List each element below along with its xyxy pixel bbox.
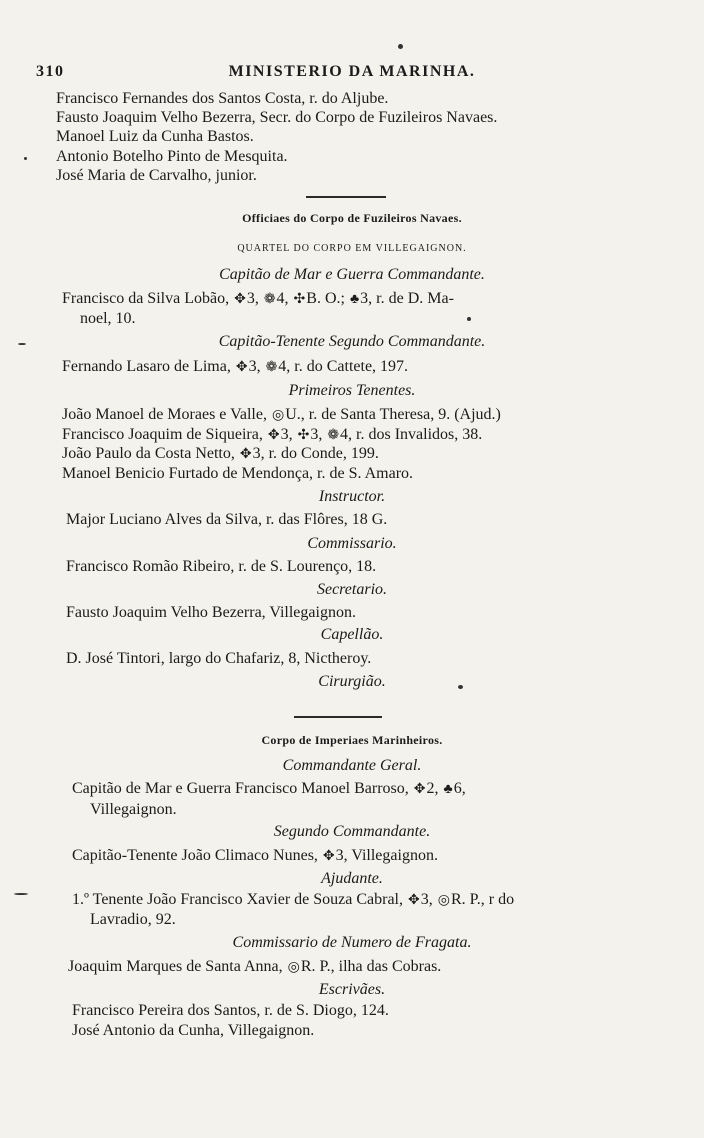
entry-marques: Joaquim Marques de Santa Anna, ◎R. P., ilha das Cobras. <box>68 958 442 975</box>
section-title: Officiaes do Corpo de Fuzileiros Navaes. <box>242 211 462 225</box>
rank-heading: Primeiros Tenentes. <box>288 382 416 399</box>
running-head: MINISTERIO DA MARINHA. <box>228 63 476 80</box>
scan-speck <box>398 44 403 49</box>
medal-icon: ◎ <box>437 893 450 908</box>
cross-icon: ✥ <box>408 893 420 908</box>
rank-heading: Instructor. <box>318 488 386 505</box>
entry-cunha: José Antonio da Cunha, Villegaignon. <box>72 1022 315 1039</box>
medal-icon: ◎ <box>271 408 285 423</box>
entry-pereira: Francisco Pereira dos Santos, r. de S. Diogo, 124. <box>72 1002 389 1019</box>
entry-furtado: Manoel Benicio Furtado de Mendonça, r. de S. Amaro. <box>62 465 414 482</box>
entry-siqueira: Francisco Joaquim de Siqueira, ✥3, ✣3, ❁4, r. dos Invalidos, 38. <box>62 426 483 443</box>
section-subtitle: QUARTEL DO CORPO EM VILLEGAIGNON. <box>237 243 467 254</box>
scan-speck <box>24 157 27 160</box>
cross-icon: ✥ <box>322 849 335 864</box>
rank-heading: Commandante Geral. <box>282 757 422 774</box>
list-item: Antonio Botelho Pinto de Mesquita. <box>56 148 288 165</box>
entry-alves: Major Luciano Alves da Silva, r. das Flôres, 18 G. <box>66 511 388 528</box>
rank-heading: Commissario de Numero de Fragata. <box>232 934 472 951</box>
entry-netto: João Paulo da Costa Netto, ✥3, r. do Conde, 199. <box>62 445 379 462</box>
list-item: Francisco Fernandes dos Santos Costa, r. do Aljube. <box>56 90 389 107</box>
cross-icon: ✥ <box>235 360 248 375</box>
rose-icon: ❁ <box>263 292 276 307</box>
star-icon: ✣ <box>293 292 306 307</box>
star-icon: ✣ <box>297 428 310 443</box>
scan-speck <box>18 343 26 345</box>
scan-speck <box>467 317 471 321</box>
entry-lobao-cont: noel, 10. <box>80 310 136 327</box>
rank-heading: Capitão de Mar e Guerra Commandante. <box>219 266 485 283</box>
cross-icon: ✥ <box>413 782 426 797</box>
entry-nunes: Capitão-Tenente João Climaco Nunes, ✥3, Villegaignon. <box>72 847 438 864</box>
rank-heading: Segundo Commandante. <box>273 823 431 840</box>
entry-moraes: João Manoel de Moraes e Valle, ◎U., r. de Santa Theresa, 9. (Ajud.) <box>62 406 501 423</box>
entry-barroso: Capitão de Mar e Guerra Francisco Manoel Barroso, ✥2, ♣6, <box>72 780 466 797</box>
rank-heading: Capitão-Tenente Segundo Commandante. <box>218 333 486 350</box>
scan-speck <box>458 685 463 689</box>
entry-tintori: D. José Tintori, largo do Chafariz, 8, Nictheroy. <box>66 650 372 667</box>
medal-icon: ◎ <box>287 960 300 975</box>
entry-romao: Francisco Romão Ribeiro, r. de S. Lourenço, 18. <box>66 558 377 575</box>
entry-lobao: Francisco da Silva Lobão, ✥3, ❁4, ✣B. O.; ♣3, r. de D. Ma- <box>62 290 454 307</box>
list-item: Manoel Luiz da Cunha Bastos. <box>56 128 254 145</box>
section-divider <box>294 716 382 718</box>
rank-heading: Ajudante. <box>321 870 383 887</box>
cross-icon: ✥ <box>267 428 280 443</box>
section-title: Corpo de Imperiaes Marinheiros. <box>261 733 443 747</box>
rank-heading: Escrivães. <box>318 981 386 998</box>
page-number: 310 <box>36 63 65 80</box>
rank-heading: Secretario. <box>316 581 388 598</box>
rose-icon: ❁ <box>265 360 278 375</box>
cross-icon: ✥ <box>234 292 246 307</box>
rank-heading: Commissario. <box>307 535 397 552</box>
list-item: José Maria de Carvalho, junior. <box>56 167 257 184</box>
entry-cabral: 1.º Tenente João Francisco Xavier de Souza Cabral, ✥3, ◎R. P., r do <box>72 891 515 908</box>
entry-cabral-cont: Lavradio, 92. <box>90 911 176 928</box>
rank-heading: Capellão. <box>320 626 384 643</box>
scan-speck <box>14 893 28 895</box>
entry-lima: Fernando Lasaro de Lima, ✥3, ❁4, r. do Cattete, 197. <box>62 358 409 375</box>
list-item: Fausto Joaquim Velho Bezerra, Secr. do Corpo de Fuzileiros Navaes. <box>56 109 498 126</box>
rank-heading: Cirurgião. <box>318 673 386 690</box>
badge-icon: ♣ <box>443 782 453 797</box>
entry-barroso-cont: Villegaignon. <box>90 801 177 818</box>
rose-icon: ❁ <box>327 428 340 443</box>
section-divider <box>306 196 386 198</box>
entry-bezerra: Fausto Joaquim Velho Bezerra, Villegaignon. <box>66 604 356 621</box>
cross-icon: ✥ <box>239 447 252 462</box>
badge-icon: ♣ <box>349 292 360 307</box>
